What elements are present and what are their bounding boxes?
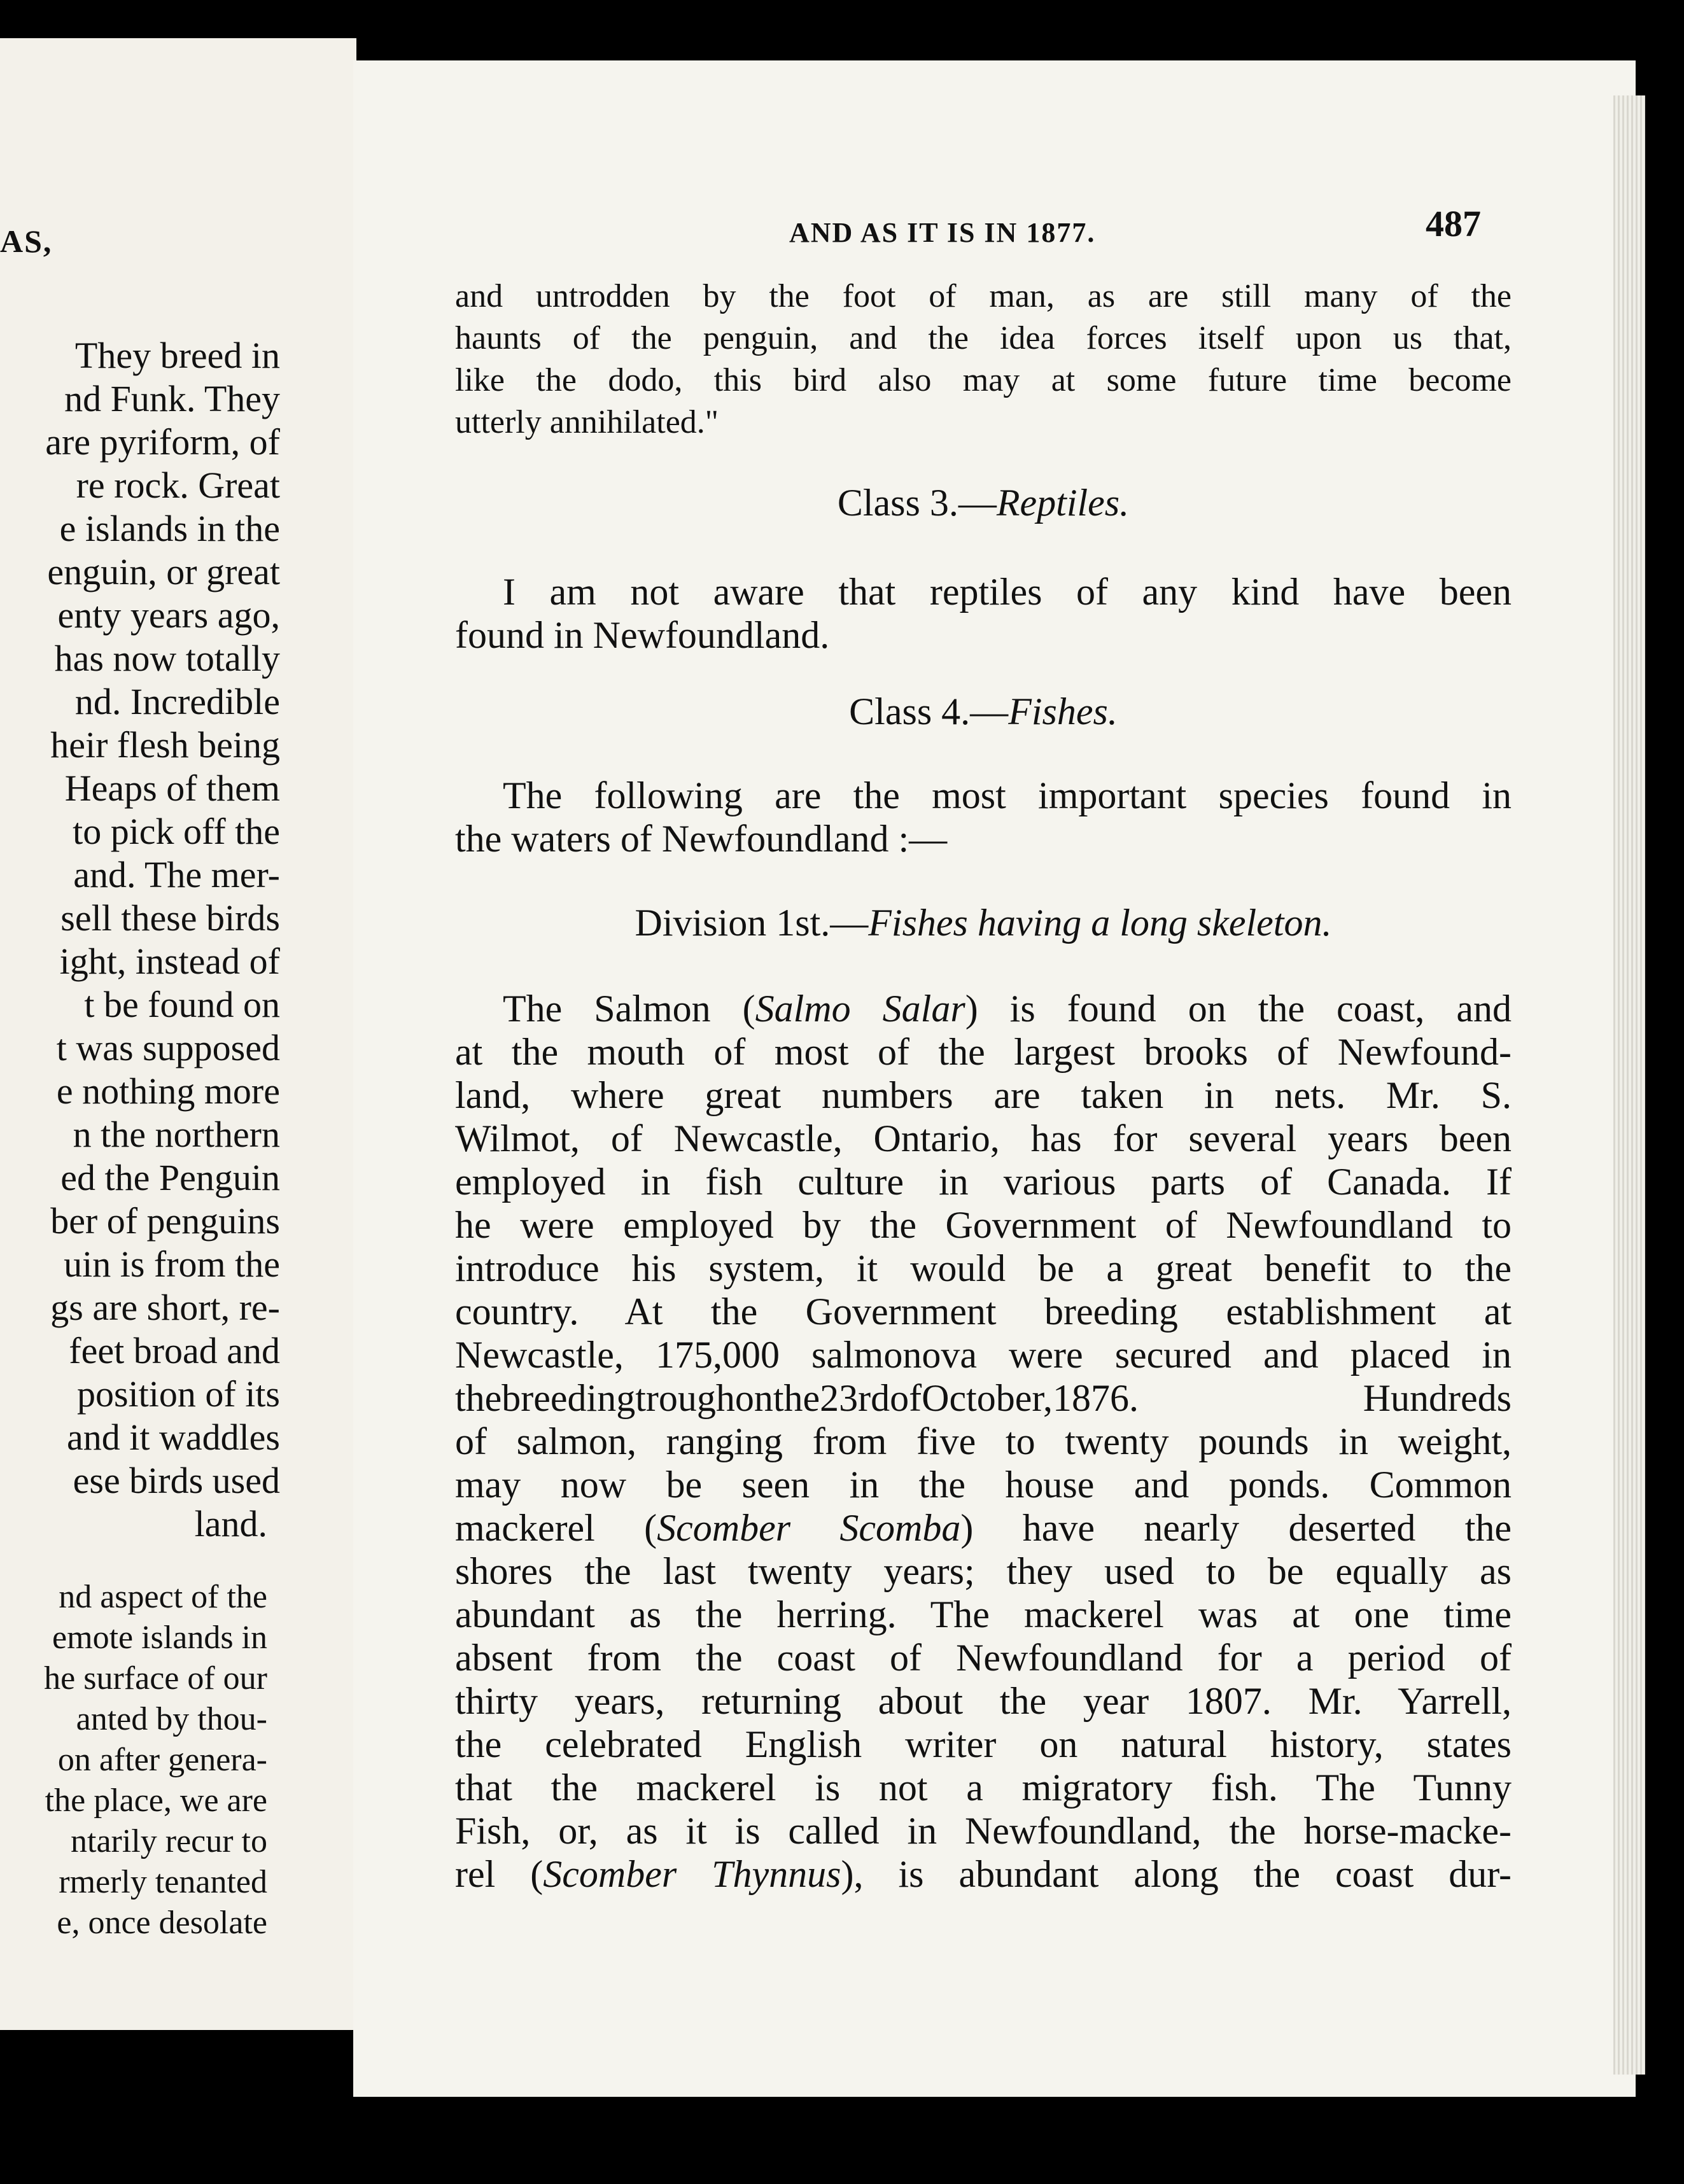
text-line: The following are the most important species found in [503,774,1512,816]
left-text-line: the place, we are [45,1782,267,1819]
text-line: utterly annihilated." [455,404,719,440]
left-text-line: enty years ago, [57,594,280,636]
left-text-line: ese birds used [73,1460,280,1501]
left-text-line: nd Funk. They [64,378,280,419]
left-text-line: t be found on [84,984,280,1025]
left-text-line: to pick off the [73,811,280,852]
left-text-line: nd. Incredible [74,681,280,722]
text-line [455,990,1512,1028]
text-line: introduce his system, it would be a great benefit to the [455,1247,1512,1289]
text-line: haunts of the penguin, and the idea forces itself upon us that, [455,320,1512,356]
text-line: at the mouth of most of the largest brooks of Newfound- [455,1031,1512,1073]
left-page-text [0,38,356,2030]
heading-prefix: Division 1st.— [635,902,869,944]
left-text-line: e islands in the [59,508,280,549]
species-name: Scomber Thynnus [543,1853,841,1895]
quote-paragraph [455,280,1512,439]
left-text-line: emote islands in [52,1620,267,1656]
page-edge [1613,95,1645,2075]
left-facing-page [0,38,356,2030]
left-text-line: has now totally [54,638,280,679]
running-head: AND AS IT IS IN 1877. [789,217,1096,248]
left-text-line: enguin, or great [47,551,280,592]
class3-heading [455,484,1512,522]
left-text-line: on after genera- [57,1742,267,1778]
species-name: Salmo Salar [755,988,965,1030]
text-line: like the dodo, this bird also may at some future time become [455,362,1512,398]
left-text-line: They breed in [74,335,280,376]
left-page-header: AS, [0,223,53,259]
left-text-line: t was supposed [56,1027,280,1068]
left-text-line: sell these birds [60,897,280,939]
left-text-line: feet broad and [69,1330,280,1371]
division-heading [455,904,1512,942]
class4-heading [455,692,1512,731]
left-text-line: re rock. Great [76,465,280,506]
text-run: rel ( [455,1853,544,1895]
left-text-line: uin is from the [64,1243,280,1285]
text-line: Newcastle, 175,000 salmonova were secured and placed in [455,1334,1512,1376]
salmon-paragraph [455,990,1512,1893]
page-body [455,280,1512,1898]
reptiles-paragraph [455,573,1512,654]
left-text-line: he surface of our [44,1660,267,1697]
left-text-line: rmerly tenanted [59,1864,267,1900]
heading-title: Fishes. [1008,690,1118,732]
text-line: the celebrated English writer on natural history, states [455,1723,1512,1765]
page-number: 487 [1426,203,1481,244]
left-text-line: n the northern [73,1114,280,1155]
text-line: shores the last twenty years; they used to be equally as [455,1550,1512,1592]
text-line: may now be seen in the house and ponds. Common [455,1464,1512,1506]
text-line: I am not aware that reptiles of any kind have been [503,571,1512,613]
text-line: abundant as the herring. The mackerel was at one time [455,1593,1512,1635]
heading-prefix: Class 4.— [849,690,1009,732]
text-line: absent from the coast of Newfoundland for a period of [455,1637,1512,1679]
left-text-line: anted by thou- [76,1701,267,1737]
left-text-line: and. The mer- [73,854,280,895]
text-line: land, where great numbers are taken in nets. Mr. S. [455,1074,1512,1116]
left-text-line: ed the Penguin [60,1157,280,1198]
text-line: thirty years, returning about the year 1807. Mr. Yarrell, [455,1680,1512,1722]
left-text-line: e, once desolate [57,1905,267,1941]
heading-title: Fishes having a long skeleton. [868,902,1332,944]
left-text-line: are pyriform, of [45,421,280,463]
text-line: found in Newfoundland. [455,614,830,656]
left-text-line: Heaps of them [64,767,280,809]
heading-prefix: Class 3.— [837,482,997,524]
fishes-paragraph [455,776,1512,858]
left-text-line: position of its [76,1373,280,1415]
text-line [455,1855,1512,1893]
text-line: the waters of Newfoundland :— [455,818,948,860]
text-run: ), is abundant along the coast dur- [841,1853,1512,1895]
left-text-line: nd aspect of the [59,1579,267,1615]
text-run: mackerel ( [455,1507,657,1549]
text-line: that the mackerel is not a migratory fish. The Tunny [455,1767,1512,1809]
text-line: he were employed by the Government of Newfoundland to [455,1204,1512,1246]
text-line: and untrodden by the foot of man, as are still many of the [455,278,1512,314]
left-text-line: ber of penguins [50,1200,280,1242]
text-line: employed in fish culture in various parts of Canada. If [455,1161,1512,1203]
left-text-line: e nothing more [56,1070,280,1112]
text-line: of salmon, ranging from five to twenty pounds in weight, [455,1420,1512,1462]
text-line: Wilmot, of Newcastle, Ontario, has for several years been [455,1117,1512,1159]
left-text-line: ight, instead of [59,941,280,982]
text-run: The Salmon ( [503,988,755,1030]
left-text-line: heir flesh being [50,724,280,766]
text-line: country. At the Government breeding establishment at [455,1291,1512,1333]
species-name: Scomber Scomba [657,1507,961,1549]
left-text-line: and it waddles [66,1417,280,1458]
text-line: thebreedingtroughonthe23rdofOctober,1876. Hundreds [455,1377,1512,1419]
text-line: Fish, or, as it is called in Newfoundland, the horse-macke- [455,1810,1512,1852]
text-run: ) is found on the coast, and [965,988,1512,1030]
heading-title: Reptiles. [996,482,1130,524]
left-text-line: land. [194,1503,267,1544]
left-text-line: ntarily recur to [71,1823,267,1859]
left-text-line: gs are short, re- [50,1287,280,1328]
text-run: ) have nearly deserted the [960,1507,1512,1549]
text-line [455,1509,1512,1547]
